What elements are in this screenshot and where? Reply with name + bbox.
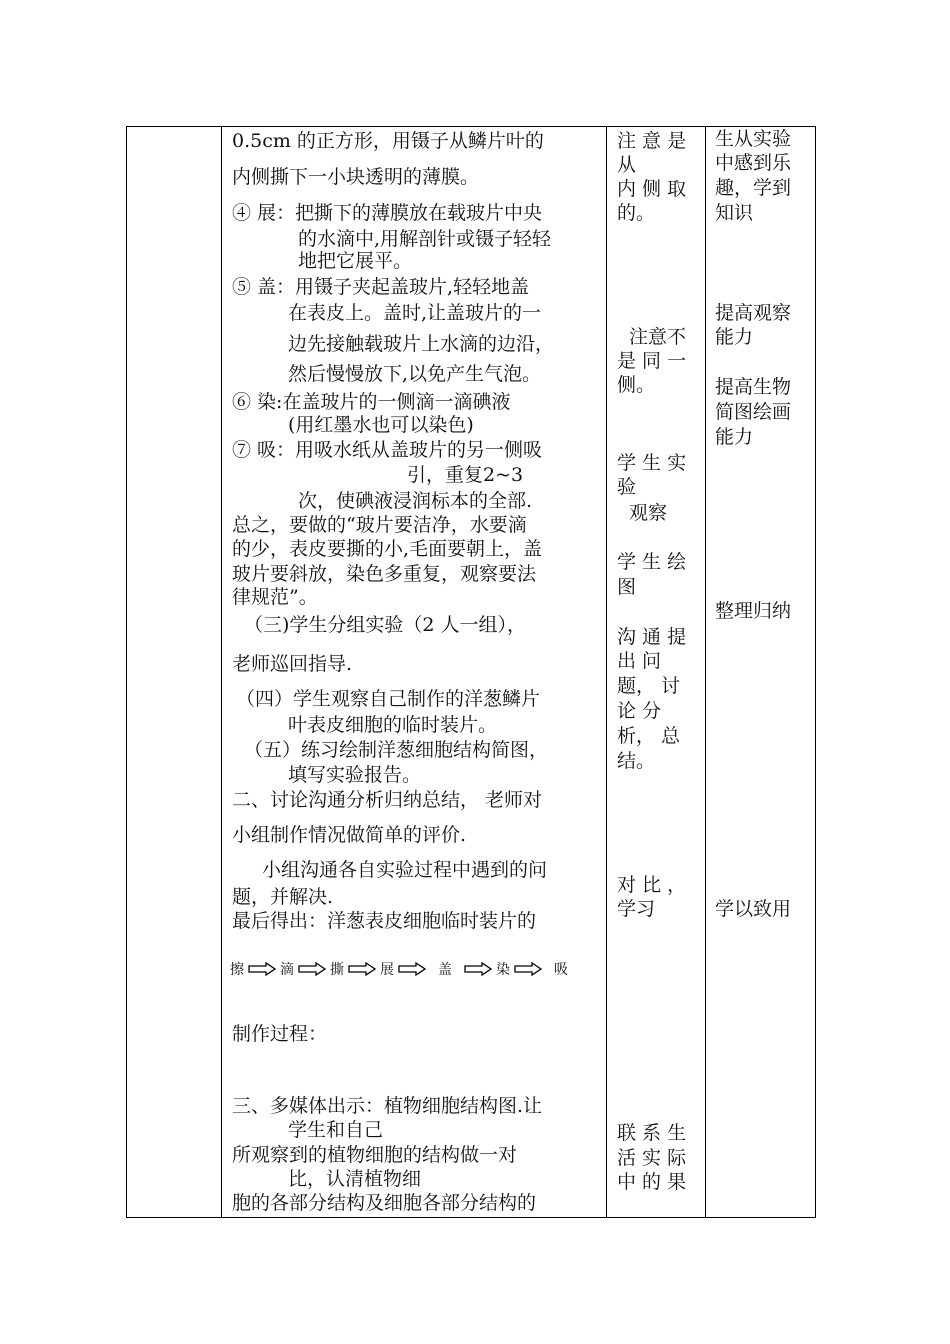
text-line: 在表皮上。盖时,让盖玻片的一 xyxy=(288,302,542,324)
flow-step: 吸 xyxy=(554,962,568,978)
text-line: 的。 xyxy=(617,202,656,224)
text-line: 题，并解决. xyxy=(232,886,334,908)
design-purpose-column xyxy=(706,127,816,1217)
text-line: 提高生物 xyxy=(715,376,792,398)
text-line: 小组制作情况做简单的评价. xyxy=(232,824,467,846)
text-line: 观察 xyxy=(629,502,668,524)
text-line: 比，认清植物细 xyxy=(288,1168,422,1190)
text-line: 地把它展平。 xyxy=(298,250,413,272)
text-line: ⑦ 吸：用吸水纸从盖玻片的另一侧吸 xyxy=(232,439,543,461)
flow-step: 染 xyxy=(496,962,510,978)
text-line: 侧。 xyxy=(617,374,656,396)
text-line: 结。 xyxy=(617,750,656,772)
text-line: 学 生 实 xyxy=(617,452,687,474)
text-line: 能力 xyxy=(715,326,754,348)
text-line: 律规范”。 xyxy=(232,586,318,608)
text-line: 最后得出：洋葱表皮细胞临时装片的 xyxy=(232,910,537,932)
text-line: 趣，学到 xyxy=(715,177,792,199)
flow-step: 擦 xyxy=(230,962,244,978)
text-line: 题， 讨 xyxy=(617,675,681,697)
text-line: 中 的 果 xyxy=(617,1171,687,1193)
text-line: （四）学生观察自己制作的洋葱鳞片 xyxy=(236,688,541,710)
right-arrow-icon xyxy=(464,962,492,976)
text-line: 三、多媒体出示：植物细胞结构图.让 xyxy=(232,1095,543,1117)
text-line: 次，使碘液浸润标本的全部. xyxy=(298,490,533,512)
text-line: 二、讨论沟通分析归纳总结， 老师对 xyxy=(232,789,543,811)
text-line: 玻片要斜放，染色多重复，观察要法 xyxy=(232,563,537,585)
text-line: 简图绘画 xyxy=(715,401,792,423)
text-line: 填写实验报告。 xyxy=(288,764,422,786)
text-line: 注 意 是 xyxy=(617,130,687,152)
text-line: 图 xyxy=(617,576,637,598)
procedure-flow xyxy=(230,957,600,981)
text-line: 0.5cm 的正方形，用镊子从鳞片叶的 xyxy=(232,130,544,152)
text-line: 老师巡回指导. xyxy=(232,653,353,675)
text-line: 提高观察 xyxy=(715,302,792,324)
text-line: 总之，要做的“玻片要洁净，水要滴 xyxy=(232,514,527,536)
text-line: 注意不 xyxy=(629,326,687,348)
text-line: 能力 xyxy=(715,426,754,448)
text-line: 学以致用 xyxy=(715,898,792,920)
text-line: 边先接触载玻片上水滴的边沿， xyxy=(288,333,555,355)
text-line: 知识 xyxy=(715,202,754,224)
text-line: （五）练习绘制洋葱细胞结构简图， xyxy=(244,739,549,761)
text-line: 析， 总 xyxy=(617,725,681,747)
text-line: 出 问 xyxy=(617,650,662,672)
text-line: 学生和自己 xyxy=(288,1119,384,1141)
text-line: (用红墨水也可以染色) xyxy=(288,414,474,436)
text-line: 学习 xyxy=(617,898,656,920)
text-line: 联 系 生 xyxy=(617,1122,687,1144)
text-line: 中感到乐 xyxy=(715,152,792,174)
text-line: 内 侧 取 xyxy=(617,178,687,200)
flow-step: 盖 xyxy=(438,962,452,978)
right-arrow-icon xyxy=(298,962,326,976)
flow-step: 展 xyxy=(380,962,394,978)
text-line: 胞的各部分结构及细胞各部分结构的 xyxy=(232,1192,537,1214)
text-line: （三)学生分组实验（2 人一组）， xyxy=(244,614,527,636)
text-line: 是 同 一 xyxy=(617,350,687,372)
text-line: 引，重复2~3 xyxy=(407,464,524,486)
right-arrow-icon xyxy=(514,962,542,976)
flow-step: 撕 xyxy=(330,962,344,978)
text-line: ④ 展：把撕下的薄膜放在载玻片中央 xyxy=(232,202,543,224)
text-line: 的水滴中,用解剖针或镊子轻轻 xyxy=(298,228,552,250)
right-arrow-icon xyxy=(398,962,426,976)
text-line: 然后慢慢放下,以免产生气泡。 xyxy=(288,363,542,385)
text-line: 沟 通 提 xyxy=(617,626,687,648)
text-line: 从 xyxy=(617,154,637,176)
text-line: ⑤ 盖：用镊子夹起盖玻片,轻轻地盖 xyxy=(232,276,530,298)
text-line: 对 比 ， xyxy=(617,874,687,896)
text-line: 内侧撕下一小块透明的薄膜。 xyxy=(232,166,480,188)
text-line: 叶表皮细胞的临时装片。 xyxy=(288,714,498,736)
text-line: ⑥ 染:在盖玻片的一侧滴一滴碘液 xyxy=(232,391,511,413)
text-line: 生从实验 xyxy=(715,128,792,150)
text-line: 活 实 际 xyxy=(617,1147,687,1169)
right-arrow-icon xyxy=(348,962,376,976)
blank-column xyxy=(127,127,221,1217)
text-line: 验 xyxy=(617,476,637,498)
text-line: 制作过程： xyxy=(232,1023,328,1045)
text-line: 小组沟通各自实验过程中遇到的问 xyxy=(262,859,548,881)
student-activity-column xyxy=(607,127,705,1217)
right-arrow-icon xyxy=(248,962,276,976)
text-line: 学 生 绘 xyxy=(617,551,687,573)
text-line: 论 分 xyxy=(617,700,662,722)
text-line: 所观察到的植物细胞的结构做一对 xyxy=(232,1144,518,1166)
text-line: 的少，表皮要撕的小,毛面要朝上，盖 xyxy=(232,538,543,560)
lesson-plan-table xyxy=(126,126,816,1218)
text-line: 整理归纳 xyxy=(715,600,792,622)
flow-step: 滴 xyxy=(280,962,294,978)
teaching-content-column xyxy=(222,127,606,1217)
